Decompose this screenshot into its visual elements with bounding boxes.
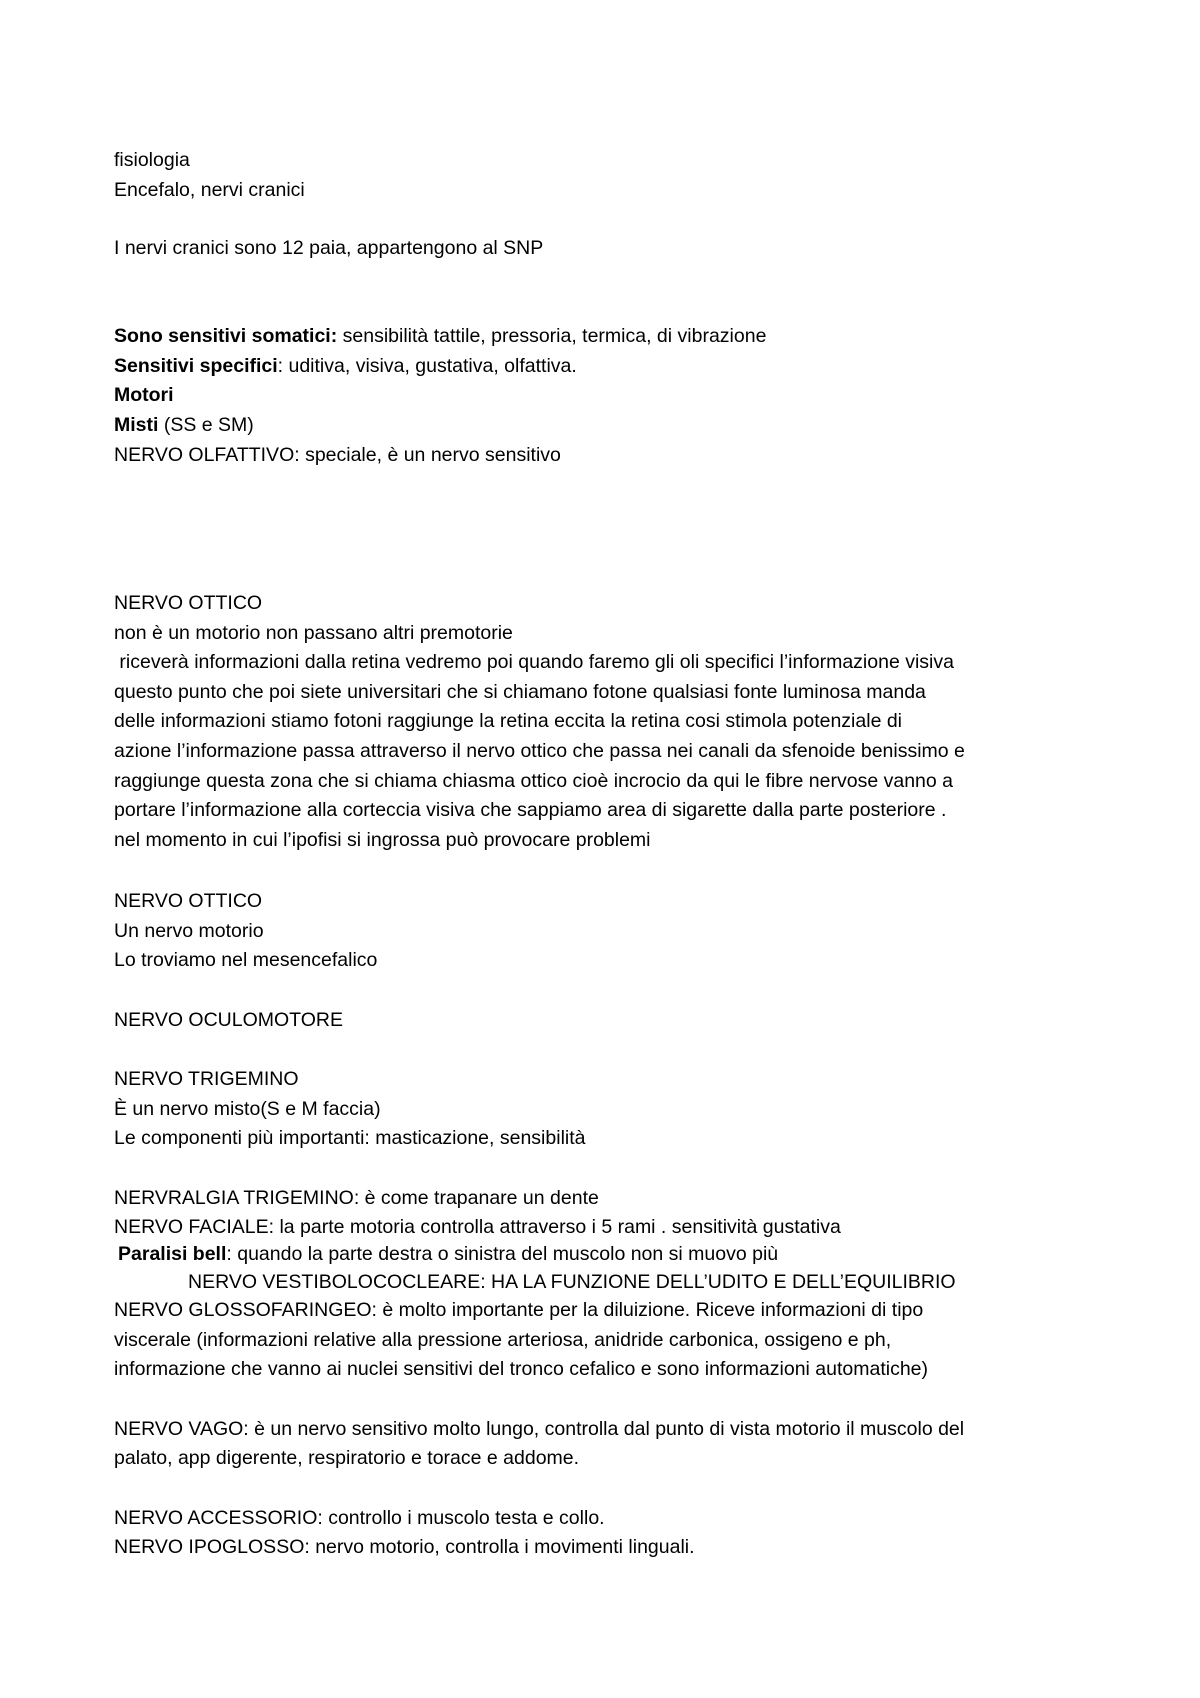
vestibulo-line: NERVO VESTIBOLOCOCLEARE: HA LA FUNZIONE DELL’UDITO E DELL’EQUILIBRIO: [188, 1271, 956, 1293]
glosso-line: NERVO GLOSSOFARINGEO: è molto importante per la diluizione. Riceve informazioni di tipo: [114, 1299, 924, 1321]
olfactory-line: NERVO OLFATTIVO: speciale, è un nervo sensitivo: [114, 444, 561, 466]
vagus-line: palato, app digerente, respiratorio e torace e addome.: [114, 1447, 580, 1469]
trigeminal-line: È un nervo misto(S e M faccia): [114, 1098, 381, 1120]
specific-line: [114, 352, 577, 382]
neuralgia-line: NERVRALGIA TRIGEMINO: è come trapanare un dente: [114, 1187, 599, 1209]
specific-text: : uditiva, visiva, gustativa, olfattiva.: [277, 355, 577, 377]
optic2-line: Un nervo motorio: [114, 920, 264, 942]
glosso-line: informazione che vanno ai nuclei sensitivi del tronco cefalico e sono informazioni automatiche): [114, 1358, 929, 1380]
somatic-label: Sono sensitivi somatici:: [114, 325, 338, 347]
optic-title-2: NERVO OTTICO: [114, 890, 263, 912]
glosso-line: viscerale (informazioni relative alla pressione arteriosa, anidride carbonica, ossigeno e ph,: [114, 1329, 892, 1351]
optic-line: delle informazioni stiamo fotoni raggiunge la retina eccita la retina cosi stimola potenziale di: [114, 710, 903, 732]
optic-line: non è un motorio non passano altri premotorie: [114, 622, 513, 644]
bell-text: : quando la parte destra o sinistra del muscolo non si muovo più: [226, 1243, 779, 1265]
vagus-line: NERVO VAGO: è un nervo sensitivo molto lungo, controlla dal punto di vista motorio il muscolo del: [114, 1418, 965, 1440]
oculomotor-title: NERVO OCULOMOTORE: [114, 1009, 343, 1031]
bell-label: Paralisi bell: [118, 1243, 227, 1265]
optic-line: riceverà informazioni dalla retina vedremo poi quando faremo gli oli specifici l’informazione visiva: [114, 651, 954, 673]
trigeminal-line: Le componenti più importanti: masticazione, sensibilità: [114, 1127, 586, 1149]
mixed-text: (SS e SM): [158, 414, 254, 436]
hypoglossal-line: NERVO IPOGLOSSO: nervo motorio, controlla i movimenti linguali.: [114, 1536, 695, 1558]
trigeminal-title: NERVO TRIGEMINO: [114, 1068, 299, 1090]
mixed-label: Misti: [114, 414, 159, 436]
somatic-line: [114, 322, 766, 352]
motor-label: Motori: [114, 384, 174, 406]
specific-label: Sensitivi specifici: [114, 355, 278, 377]
topic-heading: Encefalo, nervi cranici: [114, 179, 305, 201]
mixed-line: [114, 411, 254, 441]
optic-line: raggiunge questa zona che si chiama chiasma ottico cioè incrocio da qui le fibre nervose vanno a: [114, 770, 953, 792]
facial-line: NERVO FACIALE: la parte motoria controlla attraverso i 5 rami . sensitività gustativa: [114, 1216, 841, 1238]
accessory-line: NERVO ACCESSORIO: controllo i muscolo testa e collo.: [114, 1507, 605, 1529]
optic-line: nel momento in cui l’ipofisi si ingrossa può provocare problemi: [114, 829, 651, 851]
optic-line: azione l’informazione passa attraverso il nervo ottico che passa nei canali da sfenoide benissimo e: [114, 740, 965, 762]
optic2-line: Lo troviamo nel mesencefalico: [114, 949, 378, 971]
optic-title-1: NERVO OTTICO: [114, 592, 263, 614]
intro-line: I nervi cranici sono 12 paia, appartengono al SNP: [114, 237, 544, 259]
subject-heading: fisiologia: [114, 149, 190, 171]
bell-line: [118, 1240, 778, 1270]
optic-line: questo punto che poi siete universitari che si chiamano fotone qualsiasi fonte luminosa manda: [114, 681, 926, 703]
optic-line: portare l’informazione alla corteccia visiva che sappiamo area di sigarette dalla parte posteriore .: [114, 799, 947, 821]
somatic-text: sensibilità tattile, pressoria, termica, di vibrazione: [337, 325, 767, 347]
